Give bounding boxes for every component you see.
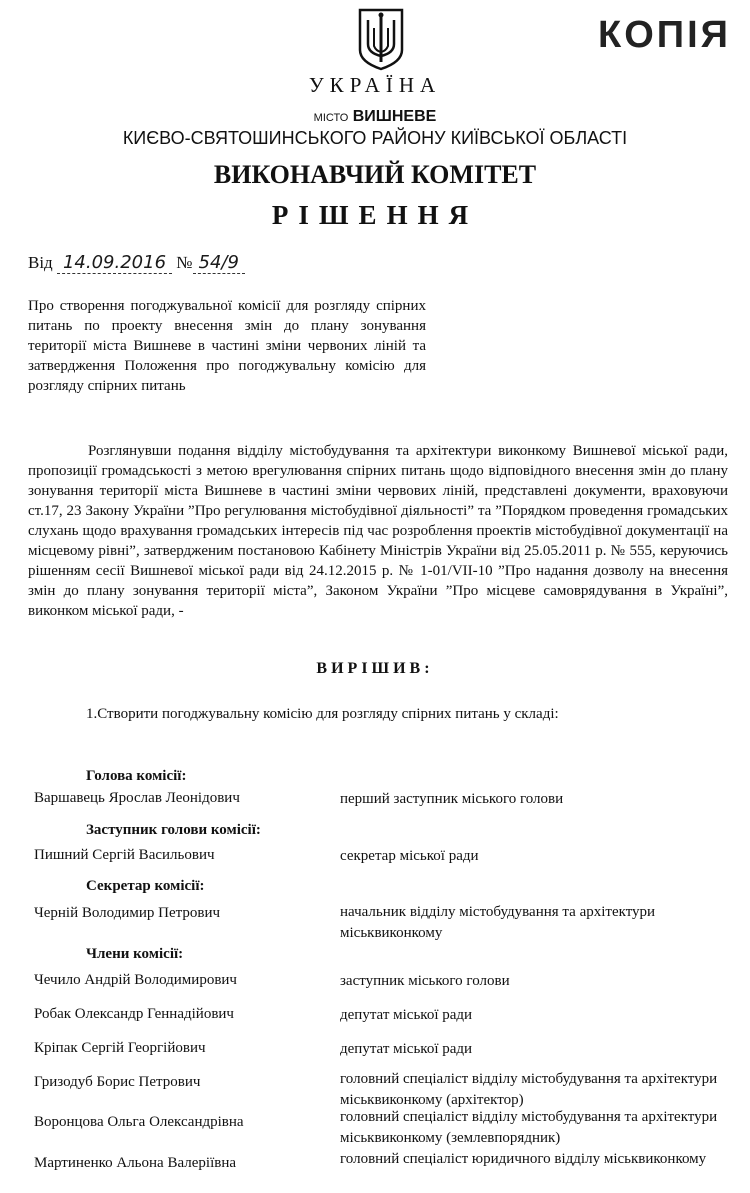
member-position: головний спеціаліст відділу містобудування та архітектури міськвиконкому (архітектор) bbox=[340, 1071, 718, 1108]
member-name: Кріпак Сергій Георгійович bbox=[34, 1040, 206, 1056]
date-prefix: Від bbox=[28, 253, 53, 272]
committee-title: ВИКОНАВЧИЙ КОМІТЕТ bbox=[213, 160, 537, 189]
member-name: Воронцова Ольга Олександрівна bbox=[34, 1114, 244, 1130]
member-position: депутат міської ради bbox=[340, 1007, 473, 1023]
deputy-position: секретар міської ради bbox=[340, 848, 479, 864]
coat-of-arms-icon bbox=[356, 6, 406, 72]
decision-title: РІШЕННЯ bbox=[271, 200, 479, 230]
copy-stamp: КОПІЯ bbox=[598, 14, 731, 56]
member-position: головний спеціаліст юридичного відділу міськвиконкому bbox=[340, 1151, 707, 1167]
deputy-name: Пишний Сергій Васильович bbox=[34, 847, 215, 863]
number-value: 54/9 bbox=[193, 252, 245, 274]
chair-heading: Голова комісії: bbox=[86, 768, 187, 784]
city-name: ВИШНЕВЕ bbox=[352, 108, 437, 125]
member-position: головний спеціаліст відділу містобудування та архітектури міськвиконкому (землевпорядник) bbox=[340, 1109, 718, 1146]
chair-position: перший заступник міського голови bbox=[340, 791, 564, 807]
date-value: 14.09.2016 bbox=[57, 252, 172, 274]
secretary-heading: Секретар комісії: bbox=[86, 878, 205, 894]
member-name: Робак Олександр Геннадійович bbox=[34, 1006, 234, 1022]
member-position: депутат міської ради bbox=[340, 1041, 473, 1057]
number-prefix: № bbox=[176, 253, 193, 272]
member-name: Чечило Андрій Володимирович bbox=[34, 972, 237, 988]
chair-name: Варшавець Ярослав Леонідович bbox=[34, 790, 240, 806]
members-heading: Члени комісії: bbox=[86, 946, 184, 962]
point-1: 1.Створити погоджувальну комісію для розгляду спірних питань у складі: bbox=[86, 706, 559, 722]
secretary-name: Черній Володимир Петрович bbox=[34, 905, 221, 921]
secretary-position: начальник відділу містобудування та архітектури міськвиконкому bbox=[340, 904, 656, 941]
city-line bbox=[0, 108, 750, 126]
resolved-heading: ВИРІШИВ: bbox=[316, 660, 434, 677]
preamble-paragraph: Розглянувши подання відділу містобудування та архітектури виконкому Вишневої міської ради, пропозиції громадськості з метою врегулювання спірних питань щодо відповідного внесення змін до плану зонування території міста Вишневе в частині зміни червових ліній, представлені документи, враховуючи ст.17, 23 Закону України ”Про регулювання містобудівної діяльності” та ”Порядком проведення громадських слухань щодо врахування громадських інтересів під час розроблення проектів містобудівної документації на місцевому рівні”, затвердженим постановою Кабінету Міністрів України від 25.05.2011 р. № 555, керуючись рішенням сесії Вишневої міської ради від 24.12.2015 р. № 1-01/VII-10 ”Про надання дозволу на внесення змін до плану зонування території міста”, Законом України ”Про місцеве самоврядування в Україні”, виконком міської ради, - bbox=[28, 443, 728, 619]
member-name: Мартиненко Альона Валеріївна bbox=[34, 1155, 237, 1171]
decision-subject: Про створення погоджувальної комісії для розгляду спірних питань по проекту внесення змін до плану зонування території міста Вишневе в частині зміни червоних ліній та затвердження Положення про погоджувальну комісію для розгляду спірних питань bbox=[28, 298, 426, 394]
city-prefix: МІСТО bbox=[313, 112, 349, 124]
district-line: КИЄВО-СВЯТОШИНСЬКОГО РАЙОНУ КИЇВСЬКОЇ ОБЛАСТІ bbox=[122, 128, 628, 148]
deputy-heading: Заступник голови комісії: bbox=[86, 822, 261, 838]
country-name: УКРАЇНА bbox=[308, 73, 442, 97]
member-name: Гризодуб Борис Петрович bbox=[34, 1074, 201, 1090]
member-position: заступник міського голови bbox=[340, 973, 510, 989]
date-number-line bbox=[28, 252, 245, 273]
